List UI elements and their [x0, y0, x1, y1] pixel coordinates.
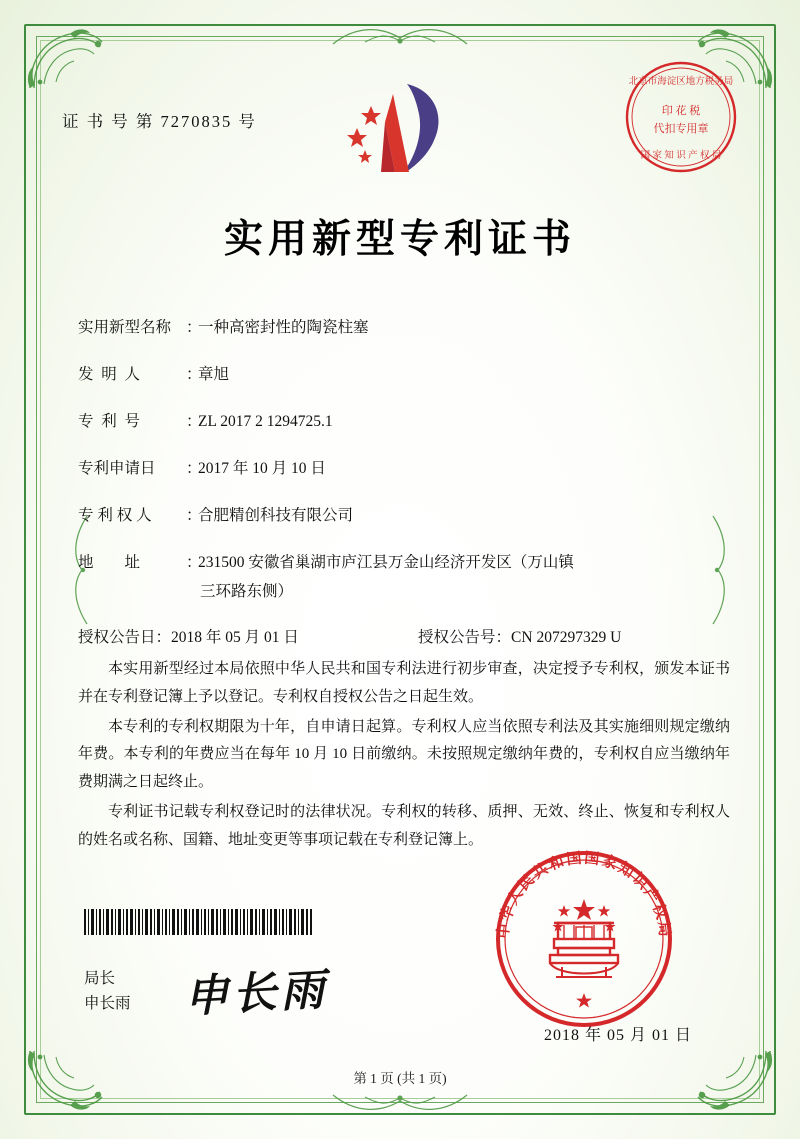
edge-ornament-icon	[325, 22, 475, 48]
field-value: 合肥精创科技有限公司	[198, 506, 354, 524]
grant-date-group	[78, 628, 418, 649]
field-colon: ：	[186, 412, 202, 430]
field-row-inventor	[78, 365, 734, 386]
signature-role: 局长	[84, 970, 116, 988]
grant-date-label: 授权公告日	[78, 629, 156, 647]
svg-text:国 家 知 识 产 权 局: 国 家 知 识 产 权 局	[640, 151, 722, 161]
field-row-name	[78, 318, 734, 339]
svg-text:中华人民共和国国家知识产权局: 中华人民共和国国家知识产权局	[495, 850, 673, 940]
certificate-number: 证 书 号 第 7270835 号	[62, 112, 257, 131]
address-line-1: 231500 安徽省巢湖市庐江县万金山经济开发区（万山镇	[198, 553, 574, 571]
signature-name: 申长雨	[84, 995, 131, 1013]
field-label: 专利申请日	[78, 459, 156, 477]
grant-date-colon: ：	[155, 629, 172, 647]
page-footer: 第 1 页 (共 1 页)	[353, 1071, 447, 1086]
field-row-application-date	[78, 459, 734, 480]
field-value: 一种高密封性的陶瓷柱塞	[198, 319, 369, 336]
svg-text:北京市海淀区地方税务局: 北京市海淀区地方税务局	[628, 77, 734, 87]
address-line-2: 三环路东侧）	[200, 582, 294, 600]
grant-number-value: CN 207297329 U	[511, 629, 622, 647]
page-title: 实用新型专利证书	[223, 218, 576, 261]
edge-ornament-icon	[325, 1091, 475, 1117]
field-list	[78, 318, 734, 667]
field-value: ZL 2017 2 1294725.1	[198, 412, 333, 430]
field-label: 专 利 号	[78, 412, 141, 430]
field-colon: ：	[186, 506, 202, 524]
field-colon: ：	[186, 365, 202, 383]
grant-number-label: 授权公告号	[418, 629, 496, 647]
field-row-address	[78, 553, 734, 603]
paragraph-3: 专利证书记载专利权登记时的法律状况。专利权的转移、质押、无效、终止、恢复和专利权人的姓名或名称、国籍、地址变更等事项记载在专利登记簿上。	[78, 803, 730, 848]
svg-text:代扣专用章: 代扣专用章	[653, 123, 709, 135]
grant-number-group	[418, 628, 734, 649]
issue-date: 2018 年 05 月 01 日	[543, 1027, 692, 1044]
grant-number-colon: ：	[495, 629, 512, 647]
paragraph-1: 本实用新型经过本局依照中华人民共和国专利法进行初步审查，决定授予专利权，颁发本证书并在专利登记簿上予以登记。专利权自授权公告之日起生效。	[78, 661, 730, 705]
field-value: 2017 年 10 月 10 日	[198, 459, 326, 477]
grant-row	[78, 628, 734, 649]
field-colon: ：	[186, 553, 202, 571]
cnipa-logo-icon	[335, 76, 465, 191]
handwritten-signature: 申长雨	[183, 965, 330, 1022]
barcode	[84, 909, 312, 935]
field-colon: ：	[186, 319, 202, 336]
certificate-content	[56, 56, 744, 1086]
paragraph-2: 本专利的专利权期限为十年，自申请日起算。专利权人应当依照专利法及其实施细则规定缴纳年费。本专利的年费应当在每年 10 月 10 日前缴纳。未按照规定缴纳年费的，专利权自应当缴纳年费期满之日起终止。	[78, 718, 730, 790]
svg-text:印 花 税: 印 花 税	[661, 105, 701, 117]
field-row-patent-number	[78, 412, 734, 433]
grant-date-value: 2018 年 05 月 01 日	[171, 629, 299, 647]
signature-block	[84, 967, 131, 1017]
field-label: 专 利 权 人	[78, 506, 152, 524]
tax-stamp-icon	[622, 58, 740, 176]
field-value-address	[198, 553, 734, 603]
field-row-patentee	[78, 506, 734, 527]
legal-text	[78, 656, 730, 856]
national-emblem-seal-icon	[488, 843, 680, 1035]
field-label: 地 址	[78, 553, 141, 571]
field-colon: ：	[186, 459, 202, 477]
field-label: 发 明 人	[78, 365, 141, 383]
field-value: 章旭	[198, 365, 230, 383]
field-label: 实用新型名称	[78, 319, 172, 336]
